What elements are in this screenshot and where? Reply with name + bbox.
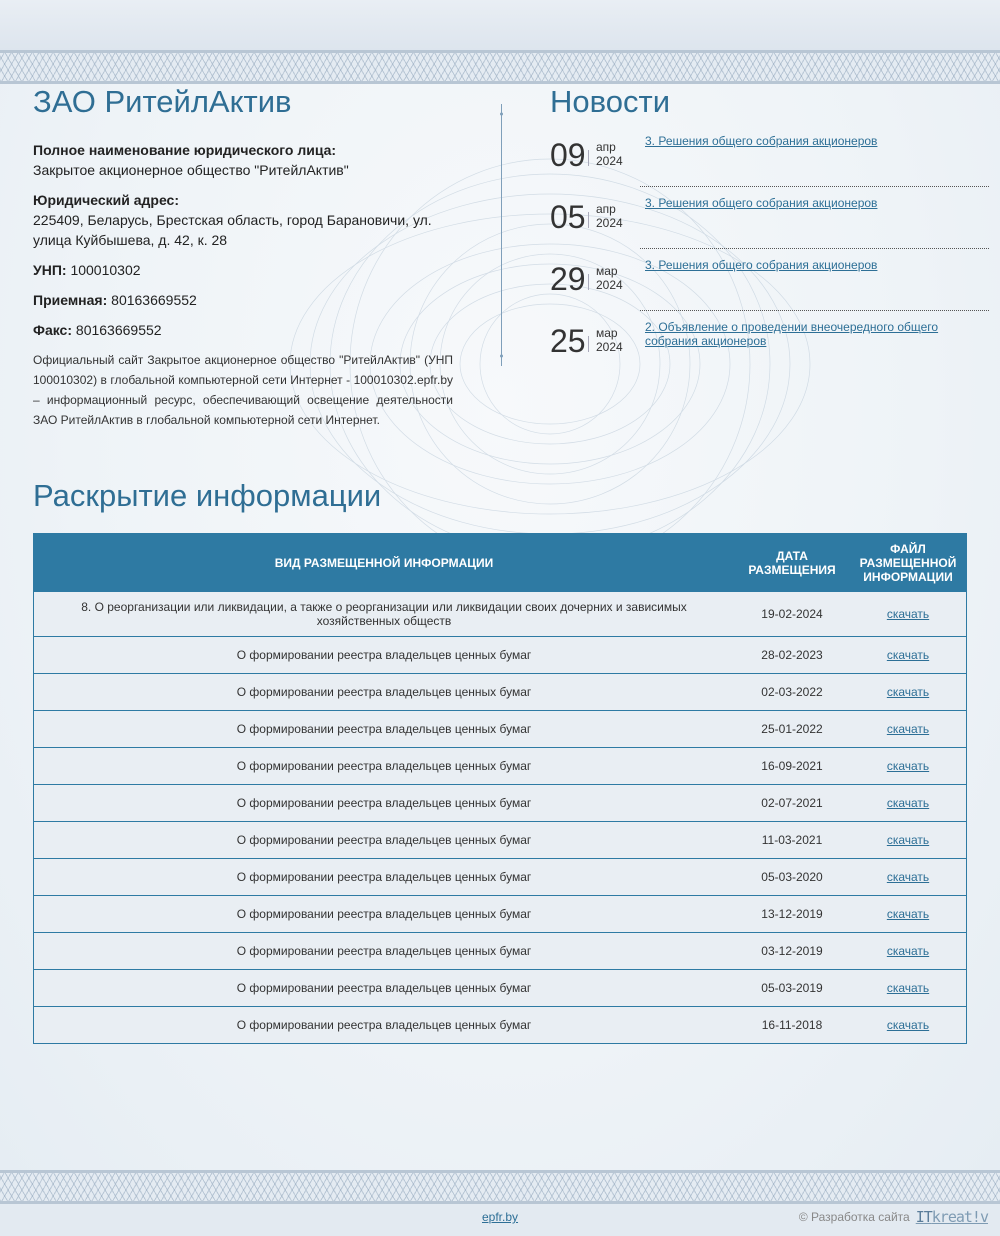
download-link[interactable]: скачать: [886, 869, 930, 884]
table-row: [34, 673, 966, 710]
row-type: О формировании реестра владельцев ценных бумаг: [34, 710, 734, 747]
news-date-separator: [588, 150, 589, 166]
news-section: [550, 84, 990, 382]
news-item: [550, 134, 990, 196]
news-month: апр: [596, 202, 616, 216]
table-row: [34, 710, 966, 747]
footer-credit: [799, 1208, 988, 1226]
company-info: [33, 84, 453, 430]
row-type: О формировании реестра владельцев ценных бумаг: [34, 969, 734, 1006]
download-link[interactable]: скачать: [886, 684, 930, 699]
header-ornament-band: [0, 50, 1000, 84]
download-link[interactable]: скачать: [886, 943, 930, 958]
table-row: [34, 1006, 966, 1043]
credit-text: © Разработка сайта: [798, 1210, 910, 1224]
table-header-row: [34, 534, 966, 592]
news-day: 25: [550, 323, 586, 359]
fax-field: [33, 320, 453, 340]
unp-value: 100010302: [70, 262, 141, 278]
news-link[interactable]: 3. Решения общего собрания акционеров: [645, 258, 878, 272]
row-type: О формировании реестра владельцев ценных бумаг: [34, 673, 734, 710]
company-title: ЗАО РитейлАктив: [33, 84, 292, 119]
row-date: 03-12-2019: [734, 932, 850, 969]
news-link[interactable]: 3. Решения общего собрания акционеров: [645, 134, 878, 148]
news-dotted-divider: [640, 186, 989, 187]
news-year: 2024: [596, 216, 623, 230]
address-field: [33, 190, 453, 250]
address-value: 225409, Беларусь, Брестская область, город Барановичи, ул. улица Куйбышева, д. 42, к. 28: [33, 212, 432, 248]
footer-ornament-band: [0, 1170, 1000, 1204]
fax-label: Факс:: [33, 322, 73, 338]
news-year: 2024: [596, 278, 623, 292]
header-type: ВИД РАЗМЕЩЕННОЙ ИНФОРМАЦИИ: [34, 534, 734, 592]
table-row: [34, 592, 966, 636]
top-bar: [0, 0, 1000, 50]
disclosure-title: Раскрытие информации: [33, 478, 382, 513]
download-link[interactable]: скачать: [886, 1017, 930, 1032]
row-type: О формировании реестра владельцев ценных бумаг: [34, 636, 734, 673]
reception-label: Приемная:: [33, 292, 108, 308]
news-item: [550, 196, 990, 258]
row-type: О формировании реестра владельцев ценных бумаг: [34, 784, 734, 821]
row-type: О формировании реестра владельцев ценных бумаг: [34, 858, 734, 895]
news-link[interactable]: 3. Решения общего собрания акционеров: [645, 196, 878, 210]
reception-value: 80163669552: [111, 292, 197, 308]
unp-field: [33, 260, 453, 280]
download-link[interactable]: скачать: [886, 980, 930, 995]
news-year: 2024: [596, 340, 623, 354]
table-row: [34, 895, 966, 932]
news-link[interactable]: 2. Объявление о проведении внеочередного общего собрания акционеров: [645, 320, 939, 348]
row-date: 19-02-2024: [734, 592, 850, 636]
news-dotted-divider: [640, 248, 989, 249]
download-link[interactable]: скачать: [886, 647, 930, 662]
header-date: ДАТА РАЗМЕЩЕНИЯ: [734, 534, 850, 592]
news-date-separator: [588, 336, 589, 352]
table-row: [34, 821, 966, 858]
row-date: 13-12-2019: [734, 895, 850, 932]
download-link[interactable]: скачать: [886, 758, 930, 773]
news-month: мар: [596, 326, 618, 340]
row-type: О формировании реестра владельцев ценных бумаг: [34, 747, 734, 784]
table-row: [34, 932, 966, 969]
news-date-separator: [588, 212, 589, 228]
table-row: [34, 747, 966, 784]
row-date: 11-03-2021: [734, 821, 850, 858]
row-date: 28-02-2023: [734, 636, 850, 673]
row-type: О формировании реестра владельцев ценных бумаг: [236, 1017, 532, 1032]
download-link[interactable]: скачать: [886, 721, 930, 736]
row-date: 02-07-2021: [734, 784, 850, 821]
fax-value: 80163669552: [75, 322, 162, 338]
table-row: [34, 858, 966, 895]
row-type: 8. О реорганизации или ликвидации, а также о реорганизации или ликвидации своих дочерних и зависимых хозяйственных обществ: [34, 592, 734, 636]
row-date: 16-09-2021: [734, 747, 850, 784]
column-divider-icon: [500, 104, 503, 366]
news-date-separator: [588, 274, 589, 290]
download-link[interactable]: скачать: [886, 832, 930, 847]
header-file: ФАЙЛ РАЗМЕЩЕННОЙ ИНФОРМАЦИИ: [850, 534, 966, 592]
site-description: Официальный сайт Закрытое акционерное общество "РитейлАктив" (УНП 100010302) в глобальной компьютерной сети Интернет - 100010302.epfr.by – информационный ресурс, обеспечивающий освещение деятельности ЗАО РитейлАктив в глобальной компьютерной сети Интернет.: [33, 353, 453, 427]
news-month: мар: [596, 264, 618, 278]
news-month: апр: [596, 140, 616, 154]
news-day: 05: [550, 199, 586, 235]
row-date: 02-03-2022: [734, 673, 850, 710]
row-type: О формировании реестра владельцев ценных бумаг: [34, 932, 734, 969]
download-link[interactable]: скачать: [886, 906, 930, 921]
disclosure-table: [33, 533, 967, 1044]
news-year: 2024: [596, 154, 623, 168]
news-item: [550, 258, 990, 320]
row-date: 05-03-2020: [734, 858, 850, 895]
news-item: [550, 320, 990, 382]
news-day: 29: [550, 261, 586, 297]
row-date: 16-11-2018: [761, 1017, 823, 1032]
footer-epfr-link[interactable]: epfr.by: [482, 1210, 519, 1224]
table-row: [34, 969, 966, 1006]
full-name-label: Полное наименование юридического лица:: [33, 142, 337, 158]
news-dotted-divider: [640, 310, 989, 311]
news-day: 09: [550, 137, 586, 173]
news-title: Новости: [550, 84, 671, 119]
full-name-field: [33, 140, 453, 180]
itkreativ-logo-icon[interactable]: [916, 1208, 988, 1226]
logo-rest-part: kreat!v: [931, 1208, 988, 1226]
full-name-value: Закрытое акционерное общество "РитейлАктив": [33, 162, 349, 178]
table-row: [34, 636, 966, 673]
download-link[interactable]: скачать: [886, 795, 930, 810]
row-type: О формировании реестра владельцев ценных бумаг: [34, 895, 734, 932]
reception-field: [33, 290, 453, 310]
unp-label: УНП:: [33, 262, 67, 278]
row-date: 05-03-2019: [734, 969, 850, 1006]
table-row: [34, 784, 966, 821]
address-label: Юридический адрес:: [33, 192, 179, 208]
download-link[interactable]: скачать: [886, 606, 930, 621]
row-type: О формировании реестра владельцев ценных бумаг: [34, 821, 734, 858]
footer: [0, 1204, 1000, 1236]
row-date: 25-01-2022: [734, 710, 850, 747]
logo-it-part: IT: [915, 1208, 932, 1226]
